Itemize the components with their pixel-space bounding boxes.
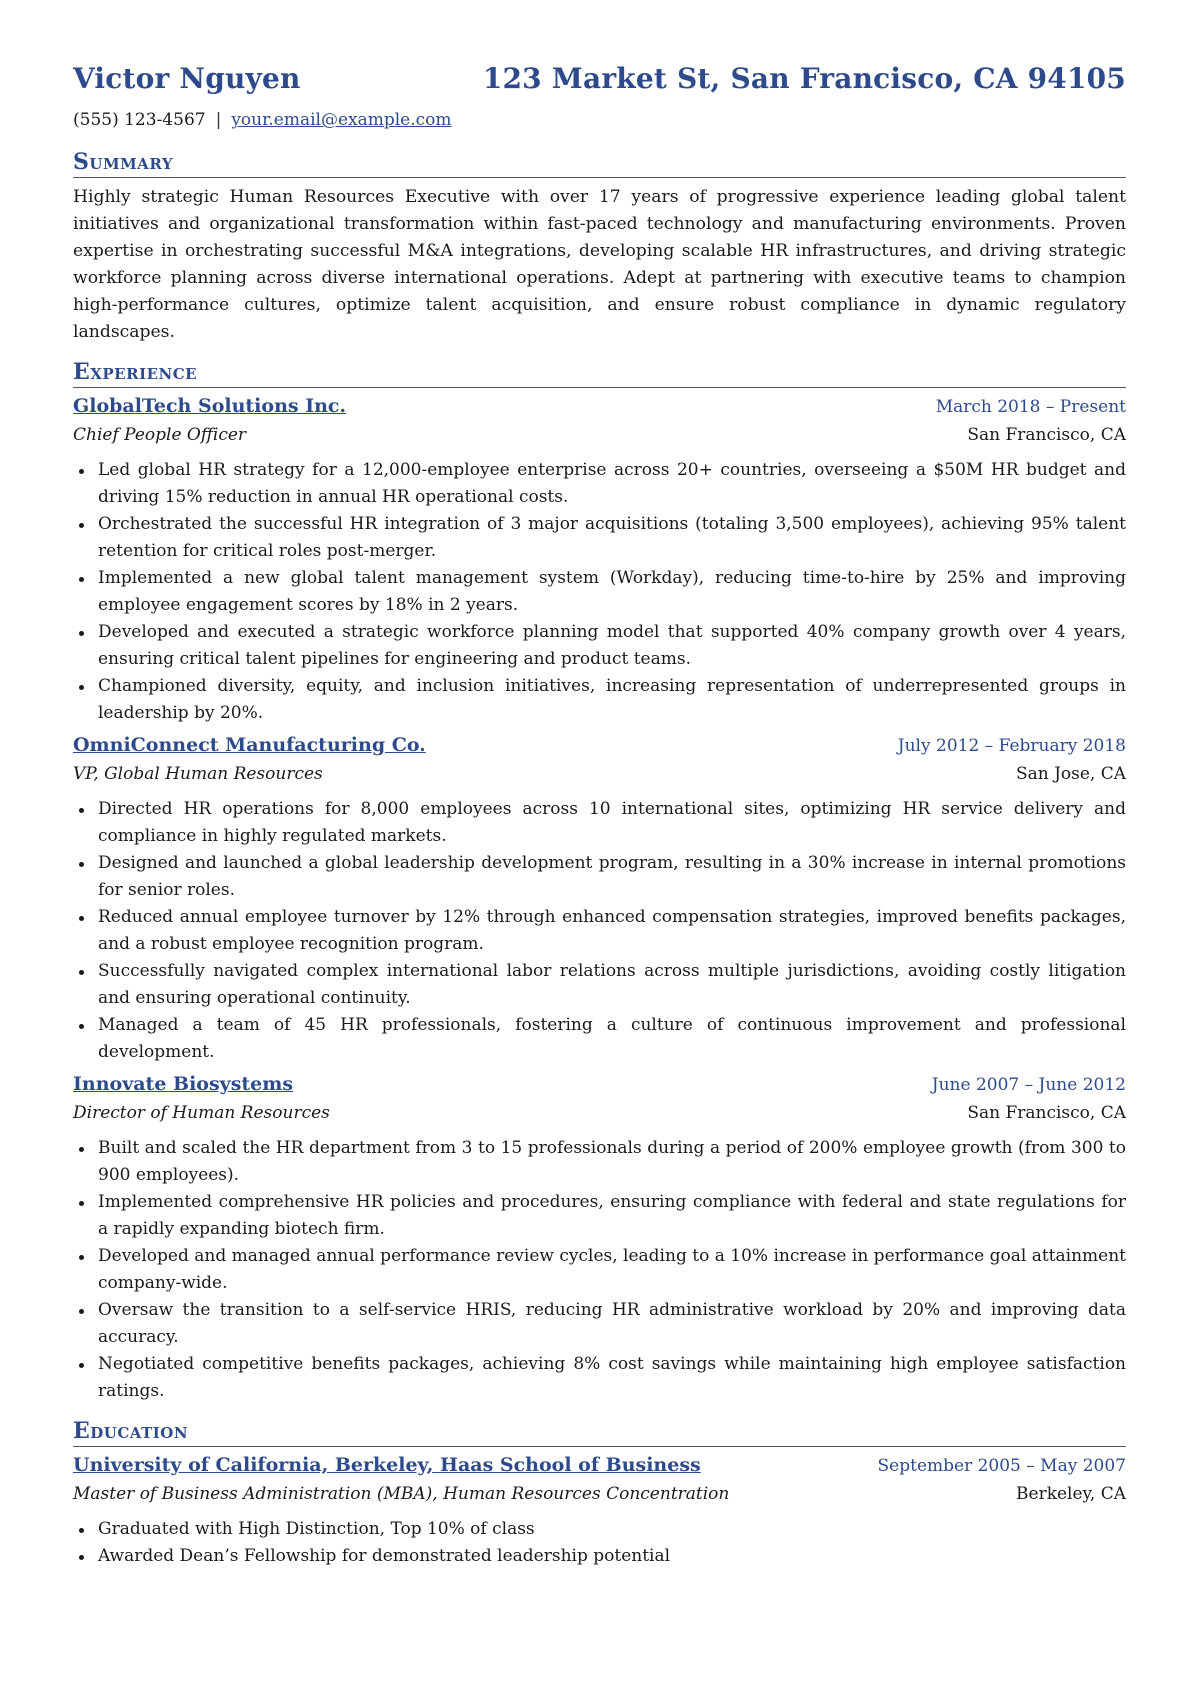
list-item: Reduced annual employee turnover by 12% through enhanced compensation strategies, improved benefits packages, and a robust employee recognition program. [98, 904, 1126, 958]
education-entry [73, 1451, 1126, 1570]
candidate-address: 123 Market St, San Francisco, CA 94105 [482, 62, 1126, 95]
job-entry [73, 392, 1126, 727]
job-entry [73, 731, 1126, 1066]
education-location: Berkeley, CA [1016, 1484, 1126, 1504]
list-item: Built and scaled the HR department from 3 to 15 professionals during a period of 200% employee growth (from 300 to 900 employees). [98, 1135, 1126, 1189]
phone-number: (555) 123-4567 [73, 110, 206, 130]
candidate-name: Victor Nguyen [73, 62, 301, 95]
list-item: Negotiated competitive benefits packages, achieving 8% cost savings while maintaining high employee satisfaction ratings. [98, 1351, 1126, 1405]
company-link[interactable]: GlobalTech Solutions Inc. [73, 395, 347, 417]
job-dates: March 2018 – Present [935, 397, 1126, 417]
job-bullets [73, 1135, 1126, 1405]
company-link[interactable]: Innovate Biosystems [73, 1073, 294, 1095]
job-dates: July 2012 – February 2018 [897, 736, 1126, 756]
list-item: Led global HR strategy for a 12,000-employee enterprise across 20+ countries, overseeing a $50M HR budget and driving 15% reduction in annual HR operational costs. [98, 457, 1126, 511]
list-item: Developed and managed annual performance review cycles, leading to a 10% increase in performance goal attainment company-wide. [98, 1243, 1126, 1297]
section-title-education: Education [73, 1417, 1126, 1447]
education-dates: September 2005 – May 2007 [877, 1456, 1126, 1476]
job-location: San Jose, CA [1015, 764, 1126, 784]
list-item: Implemented comprehensive HR policies and procedures, ensuring compliance with federal and state regulations for a rapidly expanding biotech firm. [98, 1189, 1126, 1243]
job-bullets [73, 457, 1126, 727]
job-title: Director of Human Resources [73, 1103, 330, 1123]
job-title: Chief People Officer [73, 425, 247, 445]
job-title: VP, Global Human Resources [73, 764, 323, 784]
summary-text: Highly strategic Human Resources Executive with over 17 years of progressive experience leading global talent initiatives and organizational transformation within fast-paced technology and manufacturing environments. Proven expertise in orchestrating successful M&A integrations, developing scalable HR infrastructures, and driving strategic workforce planning across diverse international operations. Adept at partnering with executive teams to champion high-performance cultures, optimize talent acquisition, and ensure robust compliance in dynamic regulatory landscapes. [73, 187, 1126, 342]
list-item: Successfully navigated complex international labor relations across multiple jurisdictions, avoiding costly litigation and ensuring operational continuity. [98, 958, 1126, 1012]
job-dates: June 2007 – June 2012 [931, 1075, 1126, 1095]
contact-separator: | [215, 110, 222, 130]
list-item: Championed diversity, equity, and inclusion initiatives, increasing representation of underrepresented groups in leadership by 20%. [98, 673, 1126, 727]
list-item: Managed a team of 45 HR professionals, fostering a culture of continuous improvement and professional development. [98, 1012, 1126, 1066]
section-title-summary: Summary [73, 148, 1126, 178]
email-link[interactable]: your.email@example.com [231, 110, 452, 130]
resume-page [73, 62, 1126, 1570]
list-item: Orchestrated the successful HR integration of 3 major acquisitions (totaling 3,500 employees), achieving 95% talent retention for critical roles post-merger. [98, 511, 1126, 565]
list-item: Directed HR operations for 8,000 employees across 10 international sites, optimizing HR service delivery and compliance in highly regulated markets. [98, 796, 1126, 850]
job-bullets [73, 796, 1126, 1066]
job-location: San Francisco, CA [967, 1103, 1126, 1123]
contact-line [73, 110, 1126, 136]
list-item: Developed and executed a strategic workforce planning model that supported 40% company growth over 4 years, ensuring critical talent pipelines for engineering and product teams. [98, 619, 1126, 673]
education-bullets [73, 1516, 1126, 1570]
list-item: Designed and launched a global leadership development program, resulting in a 30% increase in internal promotions for senior roles. [98, 850, 1126, 904]
job-location: San Francisco, CA [967, 425, 1126, 445]
list-item: Oversaw the transition to a self-service HRIS, reducing HR administrative workload by 20% and improving data accuracy. [98, 1297, 1126, 1351]
list-item: Graduated with High Distinction, Top 10% of class [98, 1516, 1126, 1543]
header [73, 62, 1126, 104]
list-item: Implemented a new global talent management system (Workday), reducing time-to-hire by 25% and improving employee engagement scores by 18% in 2 years. [98, 565, 1126, 619]
section-title-experience: Experience [73, 358, 1126, 388]
school-link[interactable]: University of California, Berkeley, Haas School of Business [73, 1454, 701, 1476]
degree: Master of Business Administration (MBA), Human Resources Concentration [73, 1484, 730, 1504]
company-link[interactable]: OmniConnect Manufacturing Co. [73, 734, 426, 756]
list-item: Awarded Dean’s Fellowship for demonstrated leadership potential [98, 1543, 1126, 1570]
job-entry [73, 1070, 1126, 1405]
